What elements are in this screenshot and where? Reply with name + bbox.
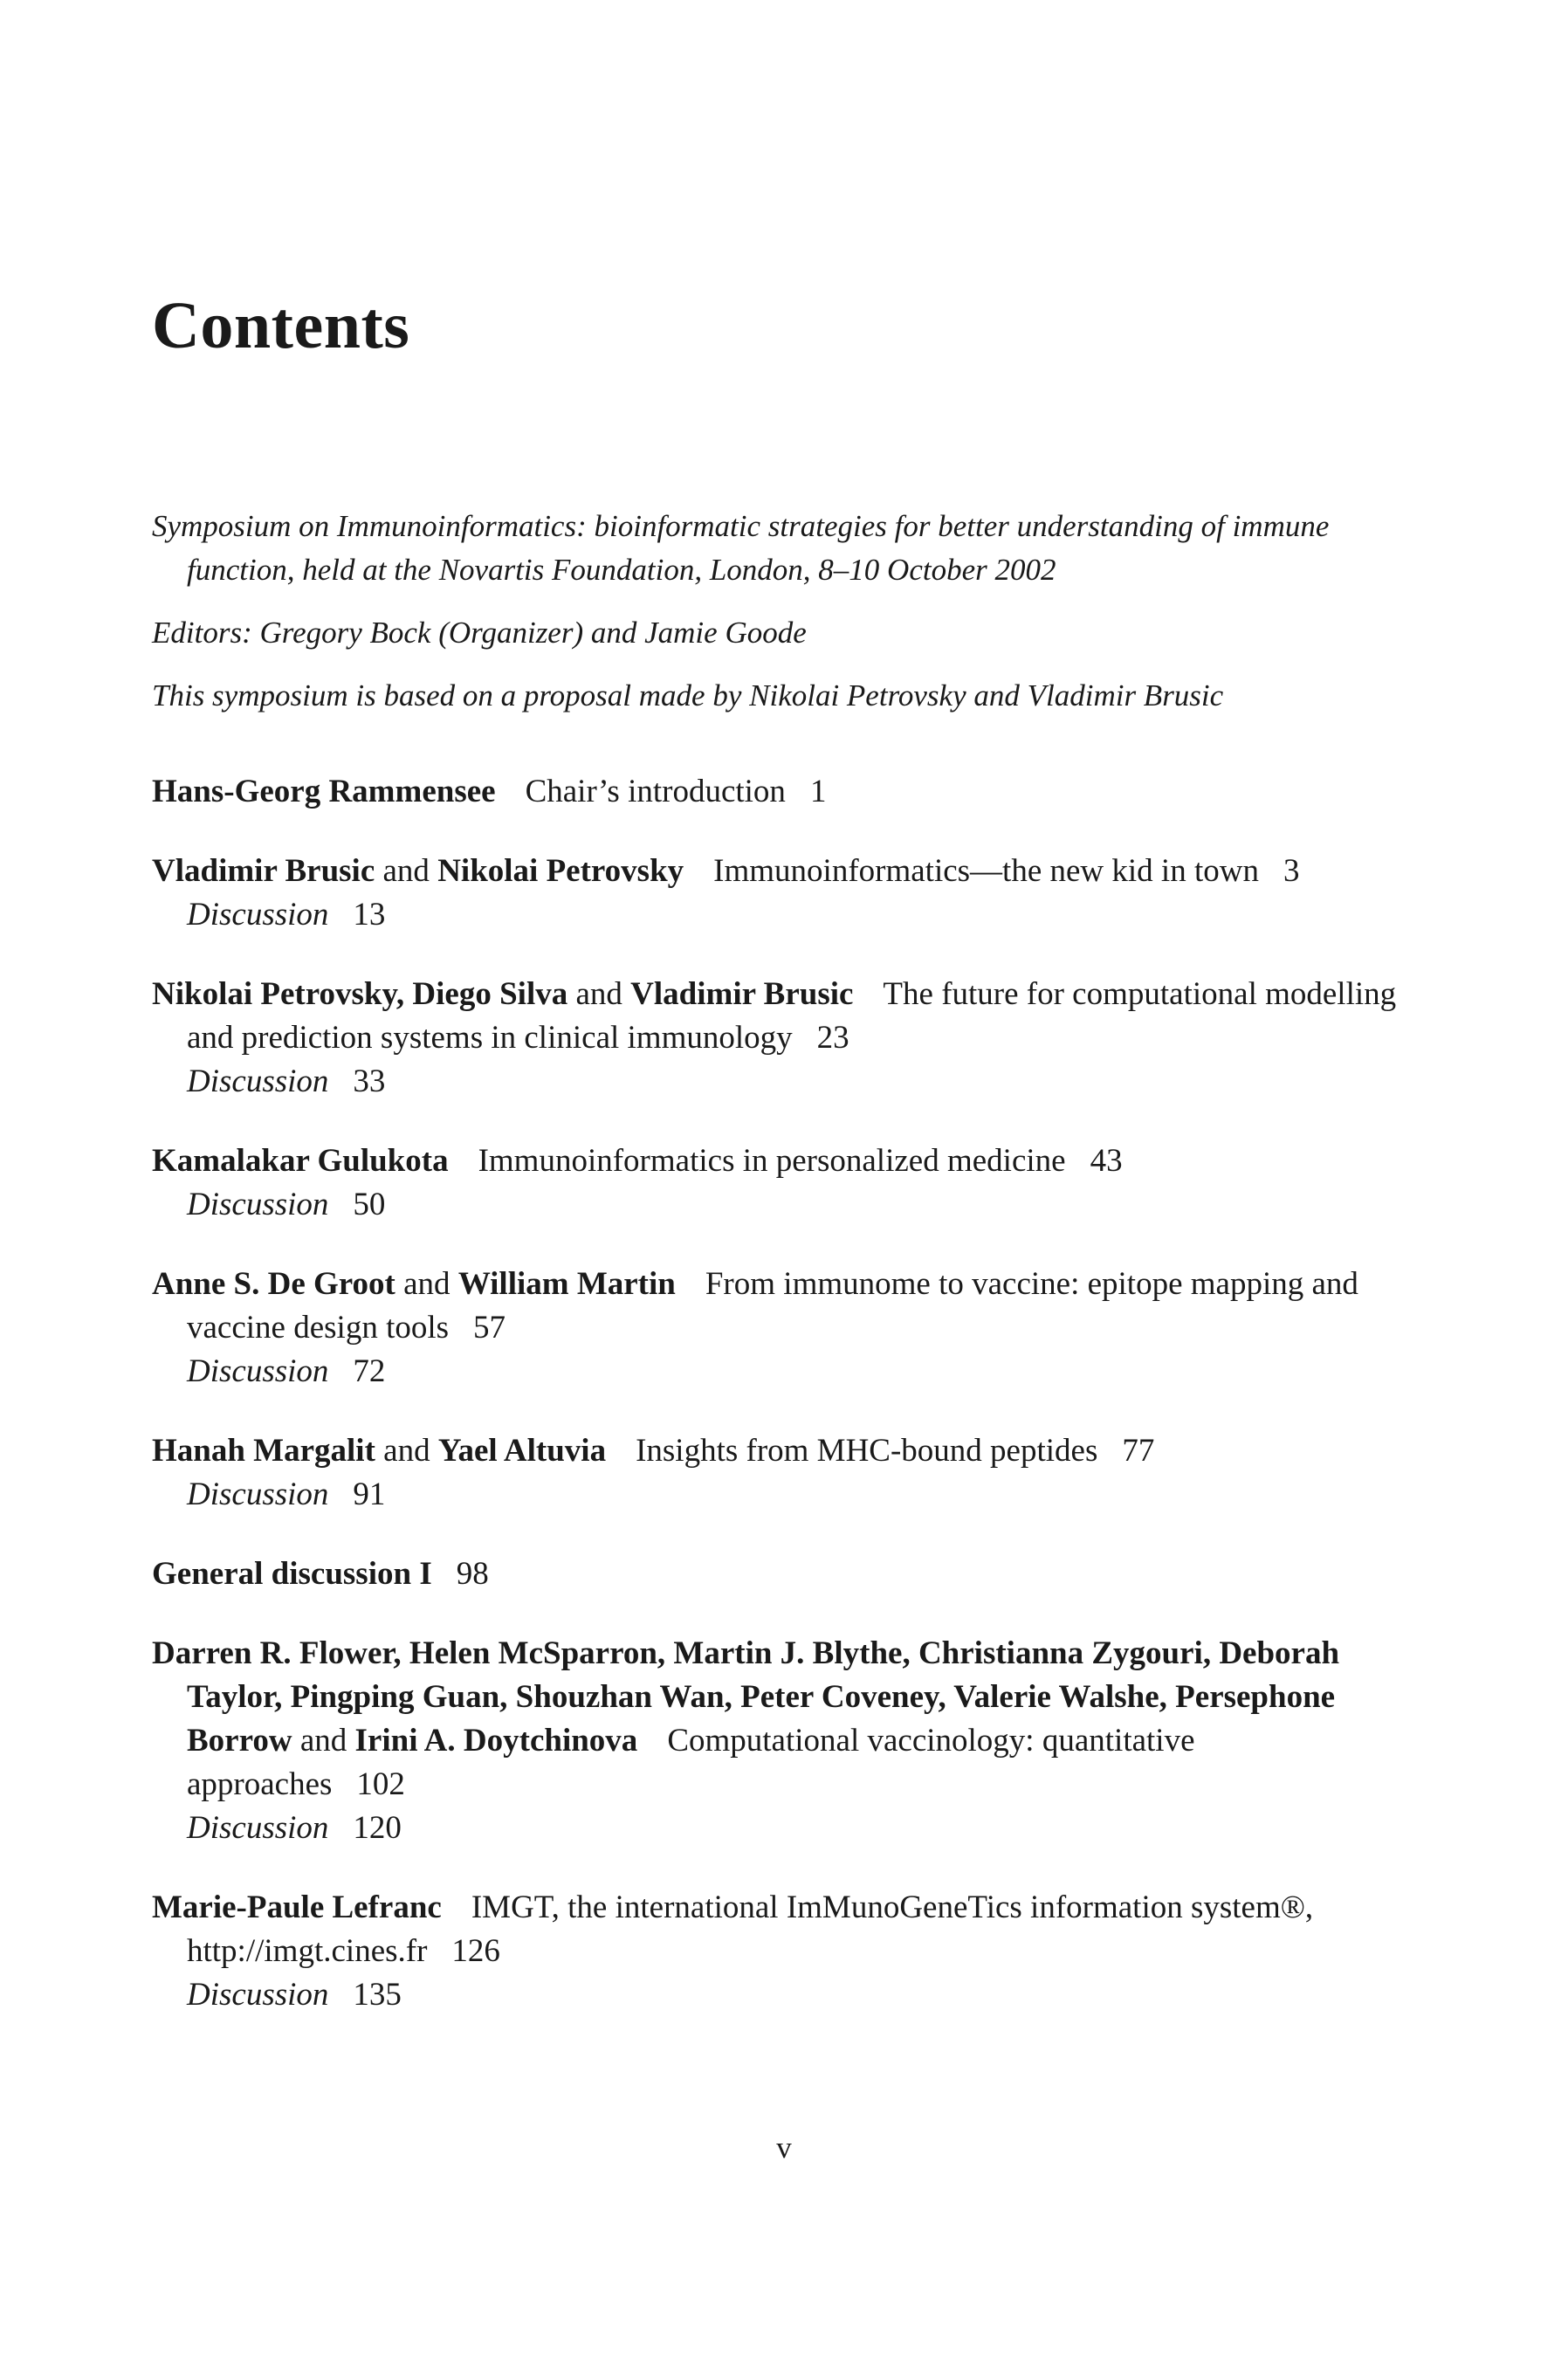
- discussion-label: Discussion: [187, 1476, 329, 1512]
- author-name: Vladimir Brusic: [630, 976, 854, 1012]
- author-names: Nikolai Petrovsky, Diego Silva: [152, 976, 568, 1012]
- author-name: Irini A. Doytchinova: [354, 1723, 638, 1759]
- discussion-label: Discussion: [187, 1187, 329, 1222]
- discussion-line: [152, 1973, 1418, 2017]
- page-number: 43: [1090, 1143, 1123, 1179]
- author-name: Hanah Margalit: [152, 1433, 375, 1469]
- author-name: Vladimir Brusic: [152, 853, 375, 889]
- entry-line: [152, 1429, 1418, 1473]
- discussion-label: Discussion: [187, 1977, 329, 2013]
- page-number: 57: [473, 1310, 506, 1346]
- chapter-title: IMGT, the international ImMunoGeneTics information system®, http://imgt.cines.fr: [187, 1889, 1314, 1969]
- entry-line: [152, 973, 1418, 1060]
- discussion-label: Discussion: [187, 1810, 329, 1846]
- discussion-page-number: 33: [353, 1063, 386, 1099]
- and-connector: and: [403, 1266, 450, 1302]
- chapter-title: From immunome to vaccine: epitope mapping and vaccine design tools: [187, 1266, 1358, 1346]
- section-title: General discussion I: [152, 1556, 432, 1592]
- chapter-title: Immunoinformatics—the new kid in town: [713, 853, 1259, 889]
- author-name: Yael Altuvia: [437, 1433, 607, 1469]
- discussion-line: [152, 1350, 1418, 1394]
- discussion-page-number: 120: [353, 1810, 402, 1846]
- discussion-line: [152, 1060, 1418, 1104]
- discussion-page-number: 13: [353, 897, 386, 933]
- discussion-line: [152, 1473, 1418, 1517]
- contents-entry: [152, 1429, 1418, 1517]
- author-name: Hans-Georg Rammensee: [152, 774, 496, 809]
- contents-entry: [152, 1632, 1418, 1850]
- page-number: 1: [809, 774, 827, 809]
- front-matter: [152, 505, 1418, 737]
- page-number: 98: [456, 1556, 489, 1592]
- page-number: 3: [1283, 853, 1300, 889]
- discussion-page-number: 135: [353, 1977, 402, 2013]
- contents-entry: [152, 1263, 1418, 1394]
- entry-line: [152, 1552, 1418, 1596]
- contents-list: [152, 770, 1418, 2053]
- author-name: Kamalakar Gulukota: [152, 1143, 449, 1179]
- chapter-title: Computational vaccinology: quantitative approaches: [187, 1723, 1195, 1802]
- author-names: Darren R. Flower, Helen McSparron, Martin J. Blythe, Christianna Zygouri, Deborah Taylor, Pingping Guan, Shouzhan Wan, Peter Coveney, Valerie Walshe, Persephone Borrow: [152, 1635, 1340, 1759]
- discussion-line: [152, 1807, 1418, 1850]
- entry-line: [152, 850, 1418, 893]
- contents-entry: [152, 1886, 1418, 2017]
- discussion-line: [152, 1183, 1418, 1227]
- editors-line: Editors: Gregory Bock (Organizer) and Jamie Goode: [152, 616, 807, 650]
- proposal-line: This symposium is based on a proposal made by Nikolai Petrovsky and Vladimir Brusic: [152, 678, 1224, 712]
- entry-line: [152, 1263, 1418, 1350]
- and-connector: and: [299, 1723, 347, 1759]
- author-name: William Martin: [457, 1266, 676, 1302]
- page-number: 102: [356, 1766, 405, 1802]
- author-name: Nikolai Petrovsky: [437, 853, 684, 889]
- contents-entry: [152, 1552, 1418, 1596]
- author-name: Marie-Paule Lefranc: [152, 1889, 442, 1925]
- author-name: Anne S. De Groot: [152, 1266, 395, 1302]
- entry-line: [152, 770, 1418, 814]
- page-number: 77: [1122, 1433, 1155, 1469]
- symposium-description: Symposium on Immunoinformatics: bioinformatic strategies for better understanding of immune function, held at the Novartis Foundation, London, 8–10 October 2002: [152, 509, 1330, 587]
- discussion-page-number: 50: [353, 1187, 386, 1222]
- page-folio: v: [776, 2130, 792, 2165]
- page-title: Contents: [152, 289, 410, 362]
- discussion-page-number: 72: [353, 1353, 386, 1389]
- contents-entry: [152, 850, 1418, 937]
- discussion-line: [152, 893, 1418, 937]
- chapter-title: Insights from MHC-bound peptides: [636, 1433, 1098, 1469]
- contents-entry: [152, 1139, 1418, 1227]
- chapter-title: Immunoinformatics in personalized medicine: [478, 1143, 1066, 1179]
- entry-line: [152, 1886, 1418, 1973]
- contents-entry: [152, 770, 1418, 814]
- and-connector: and: [383, 1433, 430, 1469]
- discussion-label: Discussion: [187, 1353, 329, 1389]
- discussion-label: Discussion: [187, 897, 329, 933]
- page-number: 126: [451, 1933, 500, 1969]
- discussion-page-number: 91: [353, 1476, 386, 1512]
- chapter-title: Chair’s introduction: [525, 774, 786, 809]
- contents-entry: [152, 973, 1418, 1104]
- entry-line: [152, 1632, 1418, 1807]
- entry-line: [152, 1139, 1418, 1183]
- and-connector: and: [575, 976, 622, 1012]
- discussion-label: Discussion: [187, 1063, 329, 1099]
- chapter-title: The future for computational modelling and prediction systems in clinical immunology: [187, 976, 1397, 1056]
- and-connector: and: [382, 853, 430, 889]
- page-number: 23: [816, 1020, 849, 1056]
